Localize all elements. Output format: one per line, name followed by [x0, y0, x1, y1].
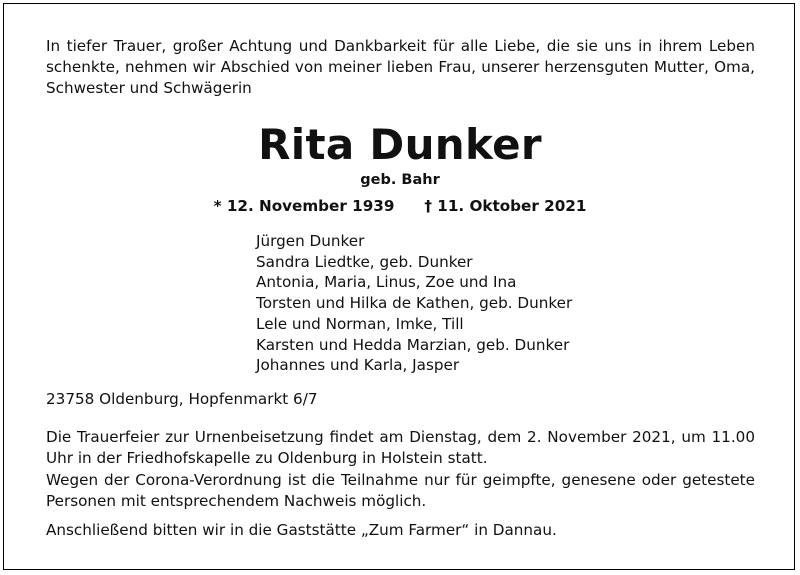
mourner-item: Karsten und Hedda Marzian, geb. Dunker: [256, 335, 570, 354]
birth-date: * 12. November 1939: [213, 197, 395, 215]
corona-notice: Wegen der Corona-Verordnung ist die Teilnahme nur für geimpfte, genesene oder getestete Personen mit entsprechendem Nachweis möglich.: [46, 471, 755, 510]
mourner-item: Antonia, Maria, Linus, Zoe und Ina: [256, 273, 517, 292]
deceased-name: Rita Dunker: [258, 120, 542, 169]
mourner-item: Sandra Liedtke, geb. Dunker: [256, 252, 473, 271]
funeral-info: Die Trauerfeier zur Urnenbeisetzung findet am Dienstag, dem 2. November 2021, um 11.00 Uhr in der Friedhofskapelle zu Oldenburg in Holstein statt.: [46, 428, 755, 467]
mourner-item: Lele und Norman, Imke, Till: [256, 314, 464, 333]
mourners-list: [256, 231, 572, 376]
death-date: † 11. Oktober 2021: [424, 197, 587, 215]
mourner-item: Torsten und Hilka de Kathen, geb. Dunker: [256, 294, 573, 313]
maiden-name: geb. Bahr: [360, 172, 440, 188]
reception-info: Anschließend bitten wir in die Gaststätte „Zum Farmer“ in Dannau.: [46, 521, 557, 539]
mourner-item: Jürgen Dunker: [256, 232, 365, 250]
mourner-item: Johannes und Karla, Jasper: [256, 356, 460, 375]
address: 23758 Oldenburg, Hopfenmarkt 6/7: [46, 390, 318, 408]
life-dates: [0, 195, 800, 217]
intro-text: In tiefer Trauer, großer Achtung und Dankbarkeit für alle Liebe, die sie uns in ihrem Leben schenkte, nehmen wir Abschied von meiner lieben Frau, unserer herzensguten Mutter, Oma, Schwester und Schwägerin: [46, 37, 755, 97]
